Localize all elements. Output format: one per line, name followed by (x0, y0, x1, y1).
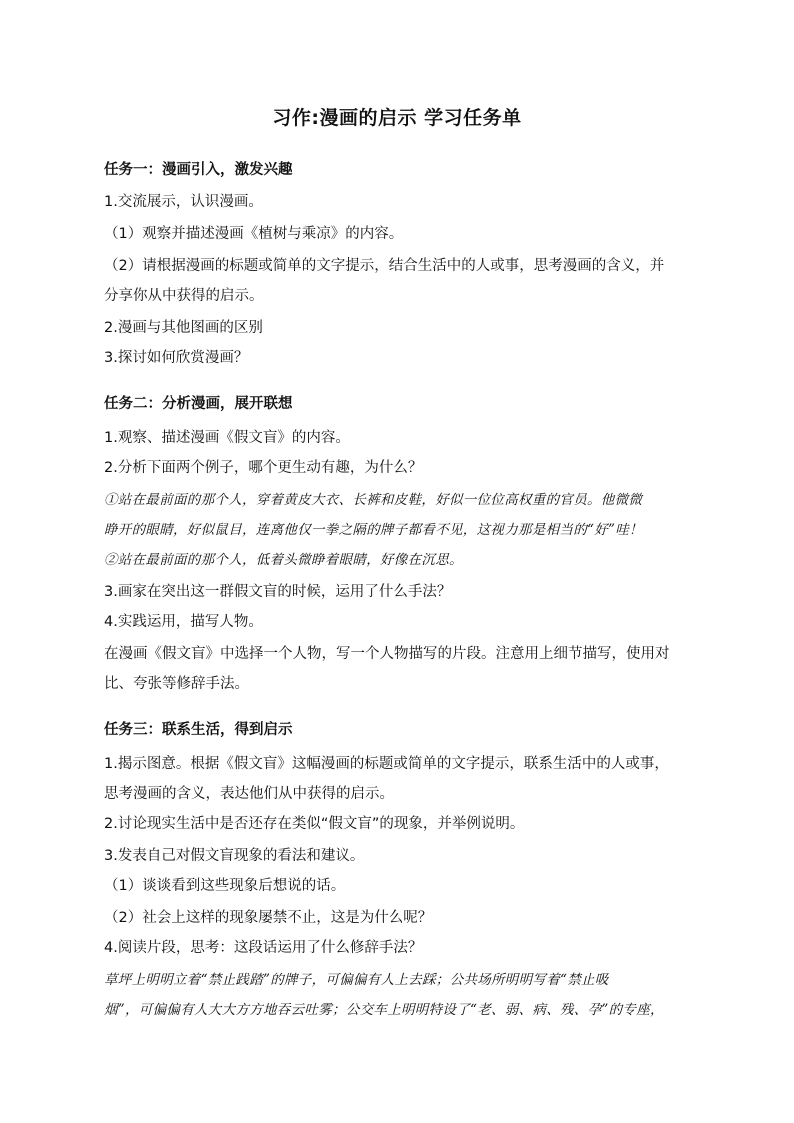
task3-item-3-sub-2: （2）社会上这样的现象屡禁不止，这是为什么呢？ (104, 910, 433, 926)
task2-item-4: 4.实践运用，描写人物。 (104, 614, 263, 630)
task2-example-1-cont: 睁开的眼睛，好似鼠目，连离他仅一拳之隔的牌子都看不见，这视力那是相当的“好”哇！ (104, 522, 643, 538)
task1-item-1: 1.交流展示，认识漫画。 (104, 194, 263, 210)
task1-heading: 任务一：漫画引入，激发兴趣 (104, 162, 293, 178)
task3-passage-line-2: 烟”，可偏偏有人大大方方地吞云吐雾；公交车上明明特设了“老、弱、病、残、孕”的专座， (104, 1002, 664, 1018)
task1-item-1-sub-2-cont: 分享你从中获得的启示。 (104, 288, 264, 304)
task2-item-3: 3.画家在突出这一群假文盲的时候，运用了什么手法？ (104, 584, 452, 600)
task2-heading: 任务二：分析漫画，展开联想 (104, 396, 293, 412)
task3-item-2: 2.讨论现实生活中是否还存在类似“假文盲”的现象，并举例说明。 (104, 816, 525, 832)
task2-item-4-desc: 在漫画《假文盲》中选择一个人物，写一个人物描写的片段。注意用上细节描写，使用对 (104, 646, 670, 662)
task3-item-3-sub-1: （1）谈谈看到这些现象后想说的话。 (104, 878, 346, 894)
task1-item-1-sub-1: （1）观察并描述漫画《植树与乘凉》的内容。 (104, 226, 404, 242)
task1-item-3: 3.探讨如何欣赏漫画？ (104, 350, 249, 366)
task3-passage-line-1: 草坪上明明立着“禁止践踏”的牌子，可偏偏有人上去踩；公共场所明明写着“禁止吸 (104, 972, 609, 988)
task2-item-1: 1.观察、描述漫画《假文盲》的内容。 (104, 430, 350, 446)
task2-item-2: 2.分析下面两个例子，哪个更生动有趣，为什么？ (104, 460, 423, 476)
task2-example-2: ②站在最前面的那个人，低着头微睁着眼睛，好像在沉思。 (104, 552, 463, 568)
task3-item-1: 1.揭示图意。根据《假文盲》这幅漫画的标题或简单的文字提示，联系生活中的人或事， (104, 756, 669, 772)
task2-example-1: ①站在最前面的那个人，穿着黄皮大衣、长裤和皮鞋，好似一位位高权重的官员。他微微 (104, 492, 643, 508)
task3-item-3: 3.发表自己对假文盲现象的看法和建议。 (104, 848, 365, 864)
task3-item-4: 4.阅读片段，思考：这段话运用了什么修辞手法？ (104, 940, 423, 956)
page-title: 习作:漫画的启示 学习任务单 (272, 107, 522, 129)
task2-item-4-desc-cont: 比、夸张等修辞手法。 (104, 676, 249, 692)
task1-item-1-sub-2: （2）请根据漫画的标题或简单的文字提示，结合生活中的人或事，思考漫画的含义，并 (104, 258, 665, 274)
task1-item-2: 2.漫画与其他图画的区别 (104, 320, 263, 336)
task3-item-1-cont: 思考漫画的含义，表达他们从中获得的启示。 (104, 786, 394, 802)
task3-heading: 任务三：联系生活，得到启示 (104, 722, 293, 738)
